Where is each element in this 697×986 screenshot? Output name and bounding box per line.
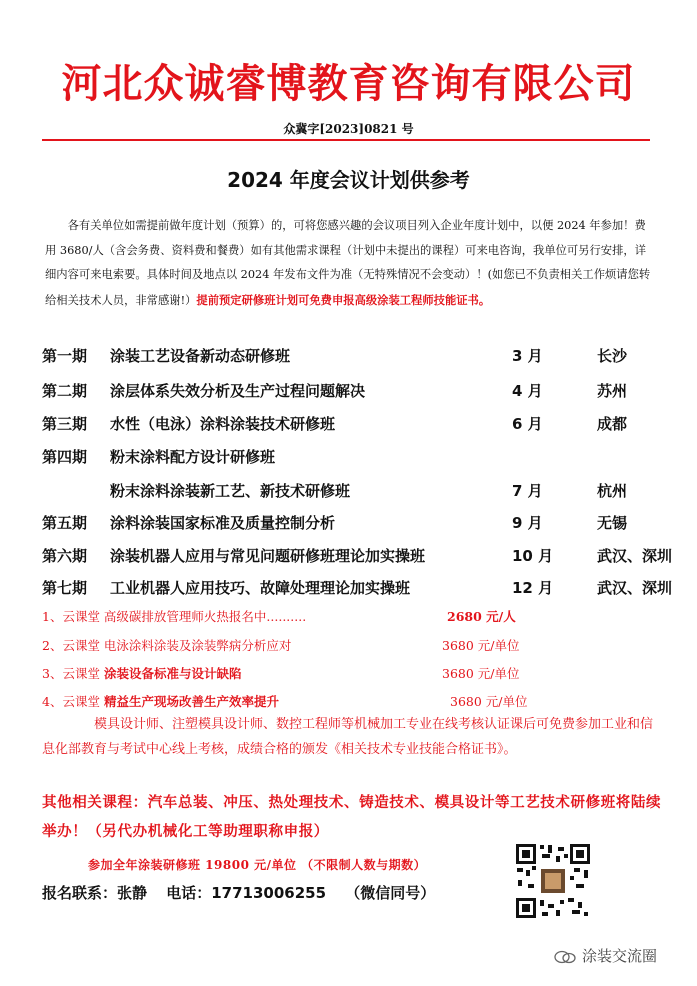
cloud-class-label: 2、云课堂 电泳涂料涂装及涂装弊病分析应对 <box>42 638 292 653</box>
cloud-class-price: 3680 元/单位 <box>442 666 520 681</box>
session-period: 第六期 <box>42 547 88 565</box>
session-month: 6 月 <box>512 415 543 433</box>
session-name: 涂料涂装国家标准及质量控制分析 <box>110 514 336 532</box>
session-name: 水性（电泳）涂料涂装技术研修班 <box>110 415 336 433</box>
document-number: 众冀字[2023]0821 号 <box>283 122 414 136</box>
contact-note: （微信同号） <box>345 884 436 902</box>
qr-code <box>514 842 592 920</box>
session-city: 长沙 <box>597 347 628 365</box>
qr-code-graphic <box>514 842 592 920</box>
session-name: 工业机器人应用技巧、故障处理理论加实操班 <box>110 579 411 597</box>
cloud-class-label: 1、云课堂 高级碳排放管理师火热报名中.......... <box>42 609 307 624</box>
contact-phone: 电话：17713006255 <box>166 884 327 902</box>
session-city: 苏州 <box>597 382 628 400</box>
session-city: 杭州 <box>597 482 628 500</box>
certification-paragraph <box>42 712 662 762</box>
wechat-icon <box>554 950 576 964</box>
cloud-class-price: 2680 元/人 <box>447 609 516 624</box>
session-period: 第二期 <box>42 382 88 400</box>
session-city: 无锡 <box>597 514 628 532</box>
session-name: 涂装机器人应用与常见问题研修班理论加实操班 <box>110 547 426 565</box>
intro-text: 各有关单位如需提前做年度计划（预算）的，可将您感兴趣的会议项目列入企业年度计划中，以便 2024 年参加！费用 3680/人（含会务费、资料费和餐费）如有其他需求课程（计划中未提出的课程）可来电咨询，我单位可另行安排，详细内容可来电索要。具体时间及地点以 2024 年发布文件为准（无特殊情况不会变动）！(如您已不负责相关工作烦请您转给相关技术人员，非常感谢!） <box>45 219 651 307</box>
session-month: 12 月 <box>512 579 554 597</box>
session-month: 3 月 <box>512 347 543 365</box>
session-month: 4 月 <box>512 382 543 400</box>
cloud-class-label <box>42 692 279 710</box>
cloud-class-prefix: 4、云课堂 <box>42 694 104 709</box>
session-city: 武汉、深圳 <box>597 579 673 597</box>
contact-name: 报名联系：张静 <box>42 884 148 902</box>
watermark <box>554 945 657 966</box>
cloud-class-prefix: 3、云课堂 <box>42 666 104 681</box>
session-period: 第四期 <box>42 448 88 466</box>
page-title: 2024 年度会议计划供参考 <box>227 168 470 192</box>
watermark-text: 涂装交流圈 <box>582 947 658 965</box>
other-courses-text: 其他相关课程：汽车总装、冲压、热处理技术、铸造技术、模具设计等工艺技术研修班将陆续举办！（另代办机械化工等助理职称申报） <box>42 794 662 840</box>
cloud-class-label <box>42 664 241 682</box>
intro-highlight: 提前预定研修班计划可免费申报高级涂装工程师技能证书。 <box>196 292 491 307</box>
company-name: 河北众诚睿博教育咨询有限公司 <box>61 61 636 107</box>
intro-paragraph <box>45 214 657 313</box>
session-name: 涂装工艺设备新动态研修班 <box>110 347 291 365</box>
other-courses-paragraph <box>42 788 662 846</box>
session-city: 武汉、深圳 <box>597 547 673 565</box>
session-period: 第七期 <box>42 579 88 597</box>
session-period: 第三期 <box>42 415 88 433</box>
cloud-class-price: 3680 元/单位 <box>442 638 520 653</box>
session-month: 10 月 <box>512 547 554 565</box>
cloud-class-price: 3680 元/单位 <box>450 694 528 709</box>
session-month: 9 月 <box>512 514 543 532</box>
cloud-class-title: 精益生产现场改善生产效率提升 <box>103 694 279 709</box>
annual-package: 参加全年涂装研修班 19800 元/单位 （不限制人数与期数） <box>88 858 427 872</box>
session-city: 成都 <box>597 415 628 433</box>
certification-text: 模具设计师、注塑模具设计师、数控工程师等机械加工专业在线考核认证课后可免费参加工业和信息化部教育与考试中心线上考核，成绩合格的颁发《相关技术专业技能合格证书》。 <box>42 717 654 757</box>
session-month: 7 月 <box>512 482 543 500</box>
session-name: 粉末涂料涂装新工艺、新技术研修班 <box>110 482 351 500</box>
session-name: 粉末涂料配方设计研修班 <box>110 448 276 466</box>
header-divider <box>42 139 650 141</box>
cloud-class-title: 涂装设备标准与设计缺陷 <box>103 666 242 681</box>
contact-line <box>42 882 449 903</box>
session-name: 涂层体系失效分析及生产过程问题解决 <box>110 382 366 400</box>
session-period: 第一期 <box>42 347 88 365</box>
session-period: 第五期 <box>42 514 88 532</box>
